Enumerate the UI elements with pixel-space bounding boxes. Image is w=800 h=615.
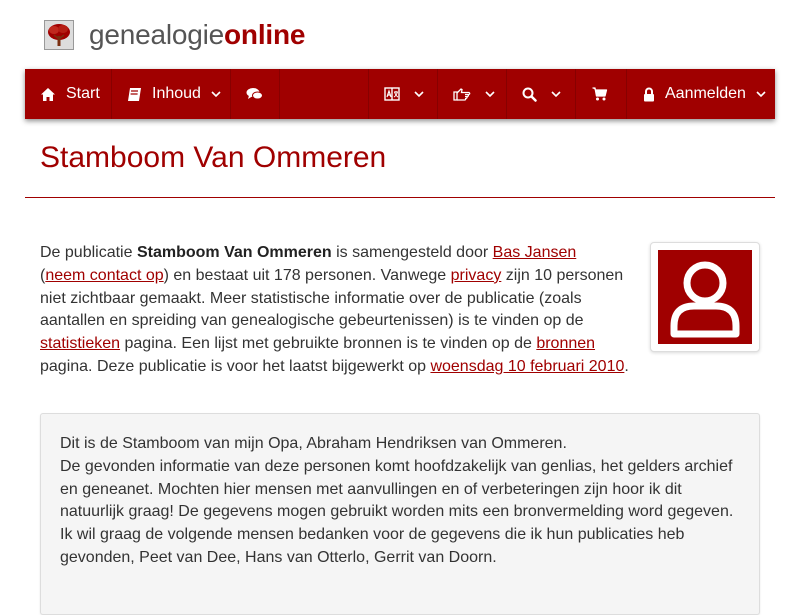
nav-hand[interactable] [453, 69, 495, 119]
intro-paragraph [40, 242, 635, 379]
nav-divider [575, 69, 576, 119]
nav-aanmelden-label: Aanmelden [665, 85, 746, 102]
nav-divider [279, 69, 280, 119]
intro-text: pagina. Deze publicatie is voor het laatst bijgewerkt op [40, 357, 431, 375]
publication-description [40, 413, 760, 615]
nav-chat[interactable] [246, 69, 263, 119]
shopping-cart-icon [592, 87, 608, 101]
brand-part1: genealogie [89, 19, 225, 50]
page-title: Stamboom Van Ommeren [40, 141, 387, 174]
author-link[interactable]: Bas Jansen [492, 244, 577, 261]
intro-text: zijn 10 personen niet zichtbaar gemaakt. Meer statistische informatie over de publicatie (zoals aantallen en spreiding van genealogische gebeurtenissen) is te vinden op de [40, 266, 624, 330]
chevron-down-icon [414, 85, 424, 103]
hand-pointer-icon [453, 87, 471, 101]
chevron-down-icon [756, 91, 766, 98]
comments-icon [246, 87, 263, 101]
description-line: Dit is de Stamboom van mijn Opa, Abraham Hendriksen van Ommeren. [60, 435, 567, 452]
contact-link[interactable]: neem contact op [45, 266, 164, 284]
nav-divider [506, 69, 507, 119]
last-updated-link[interactable]: woensdag 10 februari 2010 [430, 357, 625, 375]
brand-name [89, 19, 305, 51]
brand-part2: online [224, 19, 306, 50]
main-navbar [25, 69, 775, 119]
search-icon [522, 87, 537, 102]
book-icon [127, 87, 142, 102]
nav-search[interactable] [522, 69, 561, 119]
tree-icon [44, 20, 74, 50]
author-avatar[interactable] [650, 242, 760, 352]
intro-text: ) en bestaat uit 178 personen. Vanwege [163, 266, 451, 284]
chevron-down-icon [211, 91, 221, 98]
nav-language[interactable] [384, 69, 424, 119]
intro-text: pagina. Een lijst met gebruikte bronnen is te vinden op de [120, 335, 537, 353]
nav-divider [368, 69, 369, 119]
nav-divider [230, 69, 231, 119]
nav-inhoud-label: Inhoud [152, 85, 201, 102]
nav-cart[interactable] [592, 69, 608, 119]
nav-divider [111, 69, 112, 119]
nav-start[interactable] [40, 69, 100, 119]
title-divider [25, 197, 775, 198]
site-logo[interactable] [44, 18, 305, 52]
publication-name: Stamboom Van Ommeren [136, 244, 332, 261]
intro-text: is samengesteld door [331, 244, 493, 261]
description-line: De gevonden informatie van deze personen komt hoofdzakelijk van genlias, het gelders archief en geneanet. Mochten hier mensen met aanvullingen en of verbeteringen zijn hoor ik dit natuurlijk graag! De gegevens mogen gebruikt worden mits een bronvermelding word gegeven. [60, 457, 734, 521]
nav-aanmelden[interactable] [643, 69, 766, 119]
sources-link[interactable]: bronnen [536, 335, 596, 353]
intro-text: ( [40, 266, 46, 284]
nav-inhoud[interactable] [127, 69, 221, 119]
chevron-down-icon [485, 85, 495, 103]
user-icon [658, 250, 752, 344]
intro-text: De publicatie [40, 244, 137, 261]
statistics-link[interactable]: statistieken [40, 335, 121, 353]
description-text [60, 433, 744, 570]
nav-divider [437, 69, 438, 119]
nav-start-label: Start [66, 85, 100, 102]
language-icon [384, 86, 400, 102]
intro-text: . [624, 357, 629, 375]
nav-divider [626, 69, 627, 119]
lock-icon [643, 87, 655, 102]
description-line: Ik wil graag de volgende mensen bedanken voor de gegevens die ik hun publicaties heb gevonden, Peet van Dee, Hans van Otterlo, Gerrit van Doorn. [60, 526, 685, 566]
privacy-link[interactable]: privacy [450, 266, 502, 284]
chevron-down-icon [551, 85, 561, 103]
home-icon [40, 87, 56, 102]
